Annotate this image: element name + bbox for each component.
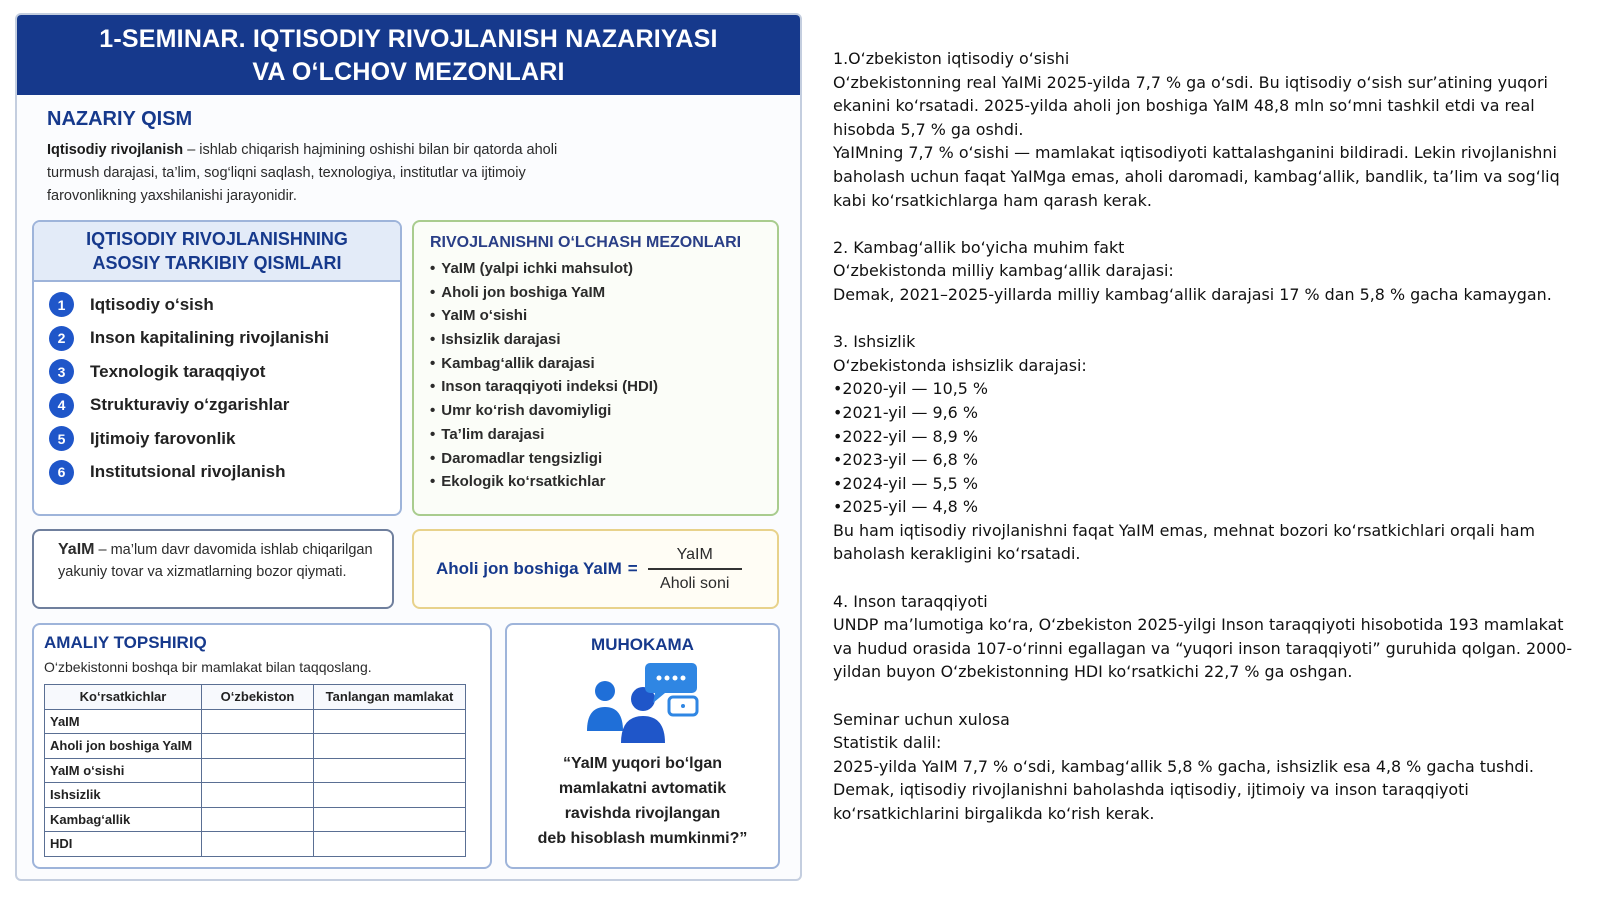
component-number-badge: 6 xyxy=(49,460,74,485)
quote-line: “YaIM yuqori bo‘lgan xyxy=(562,755,723,772)
article-line: kabi ko‘rsatkichlarga ham qarash kerak. xyxy=(833,190,1152,210)
component-item xyxy=(49,422,400,456)
article-line: baholash kerakligini ko‘rsatadi. xyxy=(833,544,1081,564)
component-number-badge: 4 xyxy=(49,393,74,418)
theory-definition xyxy=(47,139,607,208)
criteria-item: • YaIM (yalpi ichki mahsulot) xyxy=(430,260,777,284)
quote-line: ravishda rivojlangan xyxy=(564,805,721,822)
article-line: 4. Inson taraqqiyoti xyxy=(833,591,988,611)
discussion-box xyxy=(505,623,780,869)
gdp-term: YaIM xyxy=(58,541,95,558)
article-line: •2025-yil — 4,8 % xyxy=(833,497,978,517)
criteria-item: • Umr ko‘rish davomiyligi xyxy=(430,402,777,426)
gdp-definition-box xyxy=(32,529,394,609)
theory-section xyxy=(47,108,787,208)
formula-numerator: YaIM xyxy=(648,546,742,570)
component-label: Strukturaviy o‘zgarishlar xyxy=(90,395,290,415)
criteria-item: • Ishsizlik darajasi xyxy=(430,331,777,355)
article-line: baholash uchun faqat YaIMga emas, aholi daromadi, kambag‘allik, bandlik, ta’lim va sog‘liq xyxy=(833,166,1560,186)
seminar-poster xyxy=(15,13,802,881)
comparison-table-body xyxy=(45,709,466,856)
blank-line xyxy=(833,684,1588,708)
theory-heading: NAZARIY QISM xyxy=(47,108,193,130)
table-cell-empty[interactable] xyxy=(314,783,466,808)
article-line: 2. Kambag‘allik bo‘yicha muhim fakt xyxy=(833,237,1125,257)
criteria-heading: RIVOJLANISHNI O‘LCHASH MEZONLARI xyxy=(430,234,742,251)
formula-fraction xyxy=(648,546,742,593)
component-label: Institutsional rivojlanish xyxy=(90,462,286,482)
formula-box xyxy=(412,529,779,609)
criteria-item: • Ta’lim darajasi xyxy=(430,426,777,450)
article-line: Statistik dalil: xyxy=(833,733,942,753)
component-label: Texnologik taraqqiyot xyxy=(90,361,266,381)
table-row-label: HDI xyxy=(45,832,202,857)
component-item xyxy=(49,322,400,356)
criteria-list xyxy=(414,260,777,497)
table-cell-empty[interactable] xyxy=(314,758,466,783)
table-header: Ko‘rsatkichlar xyxy=(45,685,202,710)
practical-task-box xyxy=(32,623,492,869)
table-header: O‘zbekiston xyxy=(202,685,314,710)
article-line: O‘zbekistonda milliy kambag‘allik darajasi: xyxy=(833,261,1174,281)
table-row xyxy=(45,758,466,783)
formula-equals: = xyxy=(627,559,638,578)
table-row-label: YaIM o‘sishi xyxy=(45,758,202,783)
article-line: 2025-yilda YaIM 7,7 % o‘sdi, kambag‘allik 5,8 % gacha, ishsizlik esa 4,8 % gacha tushdi. xyxy=(833,756,1534,776)
table-cell-empty[interactable] xyxy=(314,734,466,759)
table-row xyxy=(45,832,466,857)
table-row-label: Ishsizlik xyxy=(45,783,202,808)
quote-line: mamlakatni avtomatik xyxy=(558,780,727,797)
table-cell-empty[interactable] xyxy=(202,832,314,857)
theory-term: Iqtisodiy rivojlanish xyxy=(47,142,184,158)
task-heading: AMALIY TOPSHIRIQ xyxy=(44,633,207,652)
table-cell-empty[interactable] xyxy=(202,734,314,759)
table-cell-empty[interactable] xyxy=(314,832,466,857)
table-row xyxy=(45,783,466,808)
article-line: O‘zbekistonning real YaIMi 2025-yilda 7,7 % ga o‘sdi. Bu iqtisodiy o‘sish sur’atining yuqori xyxy=(833,72,1548,92)
table-row xyxy=(45,734,466,759)
article-line: yildan buyon O‘zbekistonning HDI ko‘rsatkichi 22,7 % ga oshgan. xyxy=(833,662,1353,682)
formula-denominator: Aholi soni xyxy=(660,574,730,592)
article-line: •2023-yil — 6,8 % xyxy=(833,450,978,470)
component-number-badge: 3 xyxy=(49,359,74,384)
article-line: 1.O‘zbekiston iqtisodiy o‘sishi xyxy=(833,49,1070,68)
article-line: •2021-yil — 9,6 % xyxy=(833,402,978,422)
article-line: YaIMning 7,7 % o‘sishi — mamlakat iqtisodiyoti kattalashganini bildiradi. Lekin rivojlanishni xyxy=(833,143,1557,163)
criteria-item: • Daromadlar tengsizligi xyxy=(430,450,777,474)
poster-title-line1: 1-SEMINAR. IQTISODIY RIVOJLANISH NAZARIYASI xyxy=(99,25,718,53)
criteria-box xyxy=(412,220,779,516)
article-line: Bu ham iqtisodiy rivojlanishni faqat YaIM emas, mehnat bozori ko‘rsatkichlari orqali ham xyxy=(833,520,1536,540)
table-row-label: Aholi jon boshiga YaIM xyxy=(45,734,202,759)
article-line: 3. Ishsizlik xyxy=(833,332,916,352)
article-line: ko‘rsatkichlarini birgalikda ko‘rish kerak. xyxy=(833,804,1155,823)
article-line: O‘zbekistonda ishsizlik darajasi: xyxy=(833,355,1087,375)
table-header-row xyxy=(45,685,466,710)
criteria-item: • Inson taraqqiyoti indeksi (HDI) xyxy=(430,378,777,402)
formula-left: Aholi jon boshiga YaIM xyxy=(436,559,622,578)
comparison-table xyxy=(44,684,466,857)
criteria-item: • Kambag‘allik darajasi xyxy=(430,355,777,379)
component-label: Ijtimoiy farovonlik xyxy=(90,428,236,448)
article-text xyxy=(833,47,1588,826)
component-item xyxy=(49,355,400,389)
table-cell-empty[interactable] xyxy=(202,758,314,783)
table-cell-empty[interactable] xyxy=(314,807,466,832)
article-line: hisobda 5,7 % ga oshdi. xyxy=(833,119,1024,139)
article-line: UNDP ma’lumotiga ko‘ra, O‘zbekiston 2025-yilgi Inson taraqqiyoti hisobotida 193 mamlakat xyxy=(833,615,1564,635)
discussion-people-icon xyxy=(583,661,703,743)
quote-line: deb hisoblash mumkinmi?” xyxy=(537,830,748,847)
blank-line xyxy=(833,307,1588,331)
criteria-item: • YaIM o‘sishi xyxy=(430,307,777,331)
table-header: Tanlangan mamlakat xyxy=(314,685,466,710)
table-row-label: Kambag‘allik xyxy=(45,807,202,832)
table-cell-empty[interactable] xyxy=(202,807,314,832)
article-line: •2020-yil — 10,5 % xyxy=(833,379,989,399)
article-line: Seminar uchun xulosa xyxy=(833,709,1010,729)
table-cell-empty[interactable] xyxy=(202,709,314,734)
component-label: Iqtisodiy o‘sish xyxy=(90,294,214,314)
component-item xyxy=(49,389,400,423)
table-row-label: YaIM xyxy=(45,709,202,734)
theory-definition-text: – ishlab chiqarish hajmining oshishi bilan bir qatorda aholi turmush darajasi, ta’lim, sog‘liqni saqlash, texnologiya, institutlar va ijtimoiy farovonlikning yaxshilanishi jarayonidir. xyxy=(47,142,558,204)
criteria-item: • Ekologik ko‘rsatkichlar xyxy=(430,473,777,497)
article-line: Demak, iqtisodiy rivojlanishni baholashda iqtisodiy, ijtimoiy va inson taraqqiyoti xyxy=(833,780,1469,800)
component-number-badge: 1 xyxy=(49,292,74,317)
components-heading xyxy=(34,222,400,282)
article-line: Demak, 2021–2025-yillarda milliy kambag‘allik darajasi 17 % dan 5,8 % gacha kamaygan. xyxy=(833,284,1552,304)
component-label: Inson kapitalining rivojlanishi xyxy=(90,328,329,348)
component-number-badge: 5 xyxy=(49,426,74,451)
poster-title-line2: VA O‘LCHOV MEZONLARI xyxy=(252,58,565,86)
poster-title xyxy=(17,15,800,95)
table-row xyxy=(45,807,466,832)
article-line: va hudud orasida 107-o‘rinni egallagan va “yuqori inson taraqqiyoti” guruhida qolgan. 2000- xyxy=(833,638,1573,658)
discussion-heading: MUHOKAMA xyxy=(591,635,694,654)
component-item xyxy=(49,456,400,490)
component-number-badge: 2 xyxy=(49,326,74,351)
blank-line xyxy=(833,212,1588,236)
components-box xyxy=(32,220,402,516)
article-line: •2024-yil — 5,5 % xyxy=(833,473,978,493)
gdp-definition-text: – ma’lum davr davomida ishlab chiqarilgan yakuniy tovar va xizmatlarning bozor qiymati. xyxy=(58,542,373,580)
table-cell-empty[interactable] xyxy=(202,783,314,808)
criteria-item: • Aholi jon boshiga YaIM xyxy=(430,284,777,308)
task-subtitle: O‘zbekistonni boshqa bir mamlakat bilan taqqoslang. xyxy=(44,659,372,675)
article-line: ekanini ko‘rsatadi. 2025-yilda aholi jon boshiga YaIM 48,8 mln so‘mni tashkil etdi va real xyxy=(833,96,1535,116)
components-heading-line2: ASOSIY TARKIBIY QISMLARI xyxy=(92,253,342,273)
blank-line xyxy=(833,566,1588,590)
table-row xyxy=(45,709,466,734)
components-heading-line1: IQTISODIY RIVOJLANISHNING xyxy=(86,229,348,249)
components-list xyxy=(34,288,400,489)
discussion-quote xyxy=(507,751,778,851)
component-item xyxy=(49,288,400,322)
table-cell-empty[interactable] xyxy=(314,709,466,734)
article-line: •2022-yil — 8,9 % xyxy=(833,426,978,446)
